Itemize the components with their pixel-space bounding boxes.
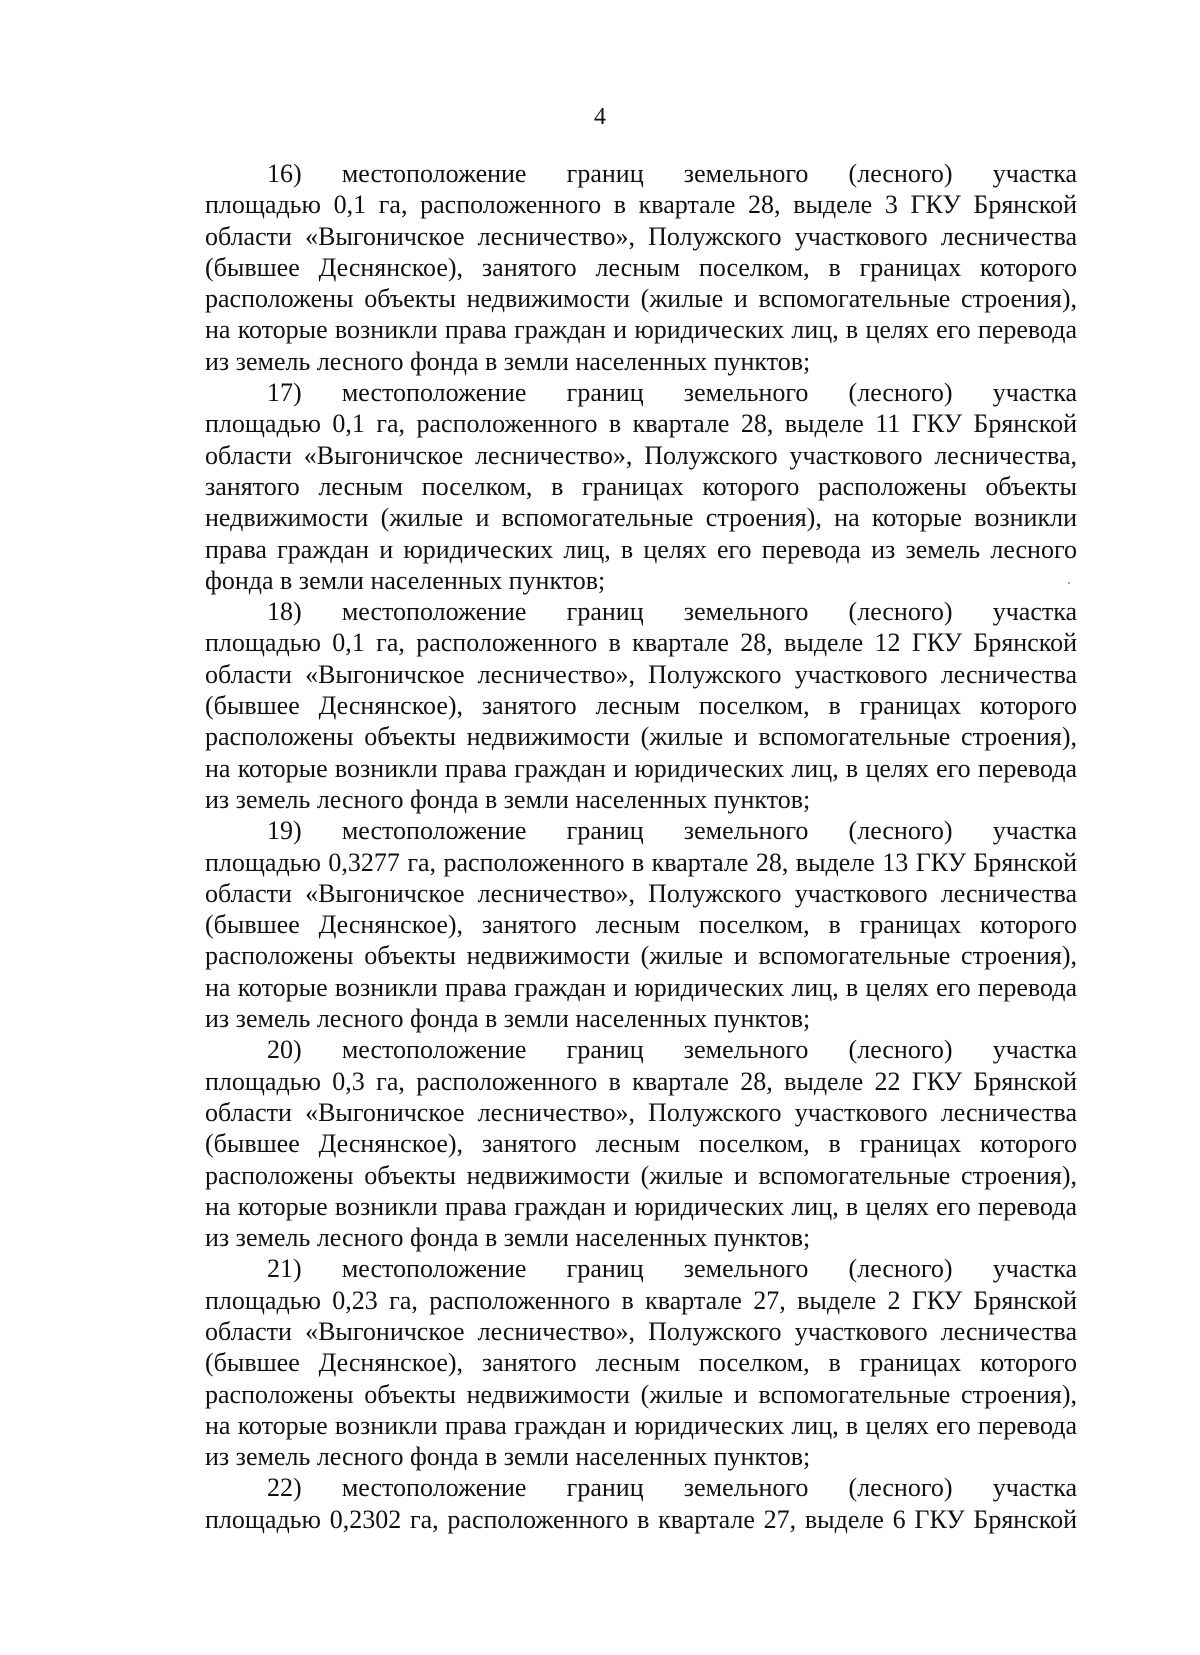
text-line: площадью 0,1 га, расположенного в квартале 28, выделе 11 ГКУ Брянской — [205, 409, 1077, 439]
text-line: (бывшее Деснянское), занятого лесным поселком, в границах которого — [205, 252, 1077, 282]
text-line: 20) местоположение границ земельного (лесного) участка — [267, 1035, 1077, 1065]
text-line: площадью 0,3277 га, расположенного в квартале 28, выделе 13 ГКУ Брянской — [205, 847, 1077, 877]
text-line: расположены объекты недвижимости (жилые и вспомогательные строения), — [205, 1379, 1077, 1409]
page-number: 4 — [594, 104, 606, 130]
text-line: на которые возникли права граждан и юридических лиц, в целях его перевода — [205, 753, 1077, 783]
text-line: площадью 0,23 га, расположенного в квартале 27, выделе 2 ГКУ Брянской — [205, 1285, 1077, 1315]
text-line: области «Выгоничское лесничество», Полужского участкового лесничества — [205, 1097, 1077, 1127]
text-line: из земель лесного фонда в земли населенных пунктов; — [205, 1223, 811, 1253]
text-line: 22) местоположение границ земельного (лесного) участка — [267, 1473, 1077, 1503]
text-line: площадью 0,2302 га, расположенного в квартале 27, выделе 6 ГКУ Брянской — [205, 1504, 1077, 1534]
text-line: расположены объекты недвижимости (жилые и вспомогательные строения), — [205, 1160, 1077, 1190]
text-line: недвижимости (жилые и вспомогательные строения), на которые возникли — [205, 503, 1077, 533]
text-line: (бывшее Деснянское), занятого лесным поселком, в границах которого — [205, 1348, 1077, 1378]
text-line: на которые возникли права граждан и юридических лиц, в целях его перевода — [205, 1410, 1077, 1440]
text-line: права граждан и юридических лиц, в целях его перевода из земель лесного — [205, 534, 1077, 564]
text-line: занятого лесным поселком, в границах которого расположены объекты — [205, 471, 1077, 501]
text-line: из земель лесного фонда в земли населенных пунктов; — [205, 784, 811, 814]
text-line: расположены объекты недвижимости (жилые и вспомогательные строения), — [205, 284, 1077, 314]
list-item-20 — [205, 1034, 1077, 1253]
list-item-22 — [205, 1472, 1077, 1535]
text-line: 17) местоположение границ земельного (лесного) участка — [267, 378, 1077, 408]
list-item-16 — [205, 158, 1077, 377]
text-line: расположены объекты недвижимости (жилые и вспомогательные строения), — [205, 941, 1077, 971]
list-item-17 — [205, 377, 1077, 596]
text-line: (бывшее Деснянское), занятого лесным поселком, в границах которого — [205, 691, 1077, 721]
document-body — [205, 158, 1077, 1535]
text-line: области «Выгоничское лесничество», Полужского участкового лесничества — [205, 221, 1077, 251]
text-line: из земель лесного фонда в земли населенных пунктов; — [205, 1442, 811, 1472]
list-item-21 — [205, 1253, 1077, 1472]
text-line: области «Выгоничское лесничество», Полужского участкового лесничества — [205, 1316, 1077, 1346]
text-line: из земель лесного фонда в земли населенных пунктов; — [205, 1004, 811, 1034]
text-line: 16) местоположение границ земельного (лесного) участка — [267, 159, 1077, 188]
text-line: на которые возникли права граждан и юридических лиц, в целях его перевода — [205, 972, 1077, 1002]
text-line: на которые возникли права граждан и юридических лиц, в целях его перевода — [205, 315, 1077, 345]
text-line: на которые возникли права граждан и юридических лиц, в целях его перевода — [205, 1191, 1077, 1221]
text-line: области «Выгоничское лесничество», Полужского участкового лесничества — [205, 659, 1077, 689]
text-line: фонда в земли населенных пунктов; — [205, 565, 606, 595]
text-line: 21) местоположение границ земельного (лесного) участка — [267, 1254, 1077, 1284]
text-line: 18) местоположение границ земельного (лесного) участка — [267, 597, 1077, 627]
scan-speck — [1068, 582, 1070, 584]
text-line: расположены объекты недвижимости (жилые и вспомогательные строения), — [205, 722, 1077, 752]
list-item-18 — [205, 596, 1077, 815]
text-line: из земель лесного фонда в земли населенных пунктов; — [205, 346, 811, 376]
text-line: площадью 0,1 га, расположенного в квартале 28, выделе 12 ГКУ Брянской — [205, 628, 1077, 658]
text-line: области «Выгоничское лесничество», Полужского участкового лесничества, — [205, 440, 1077, 470]
text-line: области «Выгоничское лесничество», Полужского участкового лесничества — [205, 878, 1077, 908]
list-item-19 — [205, 815, 1077, 1034]
text-line: (бывшее Деснянское), занятого лесным поселком, в границах которого — [205, 1129, 1077, 1159]
text-line: площадью 0,1 га, расположенного в квартале 28, выделе 3 ГКУ Брянской — [205, 190, 1077, 220]
text-line: 19) местоположение границ земельного (лесного) участка — [267, 816, 1077, 846]
text-line: площадью 0,3 га, расположенного в квартале 28, выделе 22 ГКУ Брянской — [205, 1066, 1077, 1096]
text-line: (бывшее Деснянское), занятого лесным поселком, в границах которого — [205, 910, 1077, 940]
